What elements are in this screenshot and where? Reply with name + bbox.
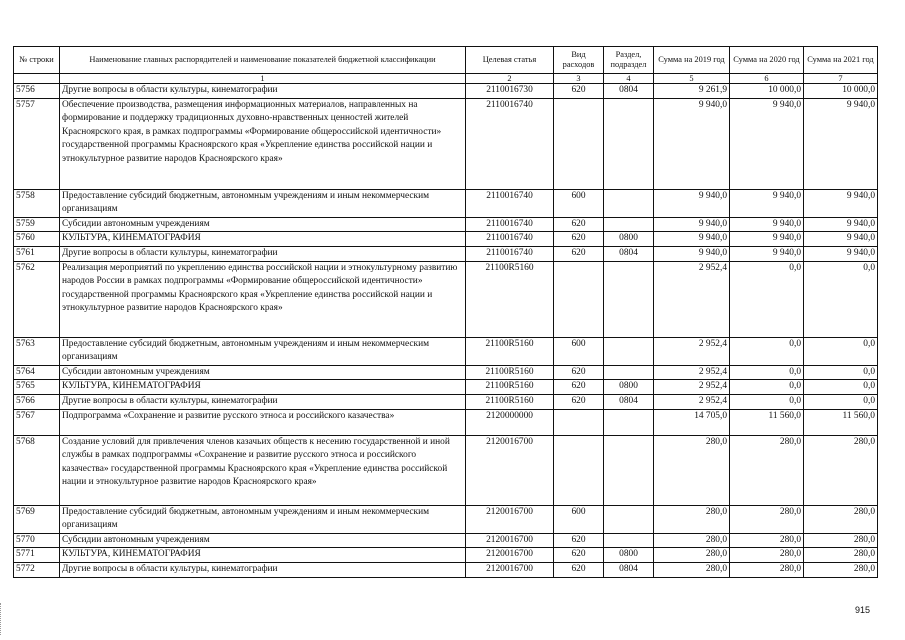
cell-sum-2021: 280,0 bbox=[804, 435, 878, 505]
cell-sum-2020: 9 940,0 bbox=[730, 98, 804, 189]
header-expense-type: Вид расходов bbox=[554, 47, 604, 74]
cell-name: Подпрограмма «Сохранение и развитие русского этноса и российского казачества» bbox=[60, 409, 466, 435]
cell-name: Другие вопросы в области культуры, кинематографии bbox=[60, 394, 466, 409]
cell-sum-2020: 0,0 bbox=[730, 380, 804, 395]
table-row bbox=[14, 337, 878, 365]
table-row bbox=[14, 246, 878, 261]
cell-sum-2021: 9 940,0 bbox=[804, 246, 878, 261]
cell-row-no: 5756 bbox=[14, 84, 60, 99]
column-number: 7 bbox=[804, 74, 878, 84]
cell-sum-2019: 9 261,9 bbox=[654, 84, 730, 99]
cell-expense-type: 600 bbox=[554, 337, 604, 365]
cell-name: Обеспечение производства, размещения информационных материалов, направленных на формирование и поддержку традиционных духовно-нравственных ценностей жителей Красноярского края, в рамках подпрограммы «Формирование общероссийской идентичности» государственной программы Красноярского края «Укрепление единства российской нации и этнокультурное развитие народов Красноярского края» bbox=[60, 98, 466, 189]
cell-name: Предоставление субсидий бюджетным, автономным учреждениям и иным некоммерческим организациям bbox=[60, 337, 466, 365]
cell-sum-2019: 2 952,4 bbox=[654, 365, 730, 380]
cell-sum-2020: 0,0 bbox=[730, 365, 804, 380]
cell-sum-2019: 280,0 bbox=[654, 548, 730, 563]
cell-section bbox=[604, 98, 654, 189]
column-number-row bbox=[14, 74, 878, 84]
cell-sum-2021: 0,0 bbox=[804, 380, 878, 395]
cell-row-no: 5762 bbox=[14, 261, 60, 337]
cell-sum-2020: 11 560,0 bbox=[730, 409, 804, 435]
header-sum-2021: Сумма на 2021 год bbox=[804, 47, 878, 74]
cell-section: 0804 bbox=[604, 562, 654, 577]
cell-section: 0800 bbox=[604, 548, 654, 563]
cell-name: Субсидии автономным учреждениям bbox=[60, 217, 466, 232]
cell-section bbox=[604, 365, 654, 380]
cell-row-no: 5764 bbox=[14, 365, 60, 380]
cell-sum-2021: 0,0 bbox=[804, 365, 878, 380]
cell-section bbox=[604, 435, 654, 505]
cell-section bbox=[604, 189, 654, 217]
cell-name: Другие вопросы в области культуры, кинематографии bbox=[60, 246, 466, 261]
header-name: Наименование главных распорядителей и наименование показателей бюджетной классификации bbox=[60, 47, 466, 74]
cell-sum-2021: 10 000,0 bbox=[804, 84, 878, 99]
cell-sum-2019: 2 952,4 bbox=[654, 337, 730, 365]
cell-sum-2020: 0,0 bbox=[730, 261, 804, 337]
cell-section bbox=[604, 217, 654, 232]
cell-sum-2019: 9 940,0 bbox=[654, 246, 730, 261]
cell-row-no: 5769 bbox=[14, 505, 60, 533]
cell-target-item: 2120016700 bbox=[466, 435, 554, 505]
table-row bbox=[14, 533, 878, 548]
cell-expense-type: 620 bbox=[554, 217, 604, 232]
cell-target-item: 2120016700 bbox=[466, 548, 554, 563]
column-number: 2 bbox=[466, 74, 554, 84]
cell-expense-type: 620 bbox=[554, 533, 604, 548]
cell-section bbox=[604, 533, 654, 548]
cell-section: 0800 bbox=[604, 380, 654, 395]
cell-sum-2020: 280,0 bbox=[730, 533, 804, 548]
cell-sum-2020: 9 940,0 bbox=[730, 232, 804, 247]
column-number bbox=[14, 74, 60, 84]
cell-sum-2020: 280,0 bbox=[730, 435, 804, 505]
cell-sum-2020: 10 000,0 bbox=[730, 84, 804, 99]
table-row bbox=[14, 84, 878, 99]
cell-expense-type: 620 bbox=[554, 232, 604, 247]
cell-sum-2020: 9 940,0 bbox=[730, 189, 804, 217]
cell-sum-2020: 0,0 bbox=[730, 394, 804, 409]
header-section: Раздел, подраздел bbox=[604, 47, 654, 74]
cell-sum-2021: 11 560,0 bbox=[804, 409, 878, 435]
cell-target-item: 2110016740 bbox=[466, 98, 554, 189]
table-row bbox=[14, 435, 878, 505]
table-row bbox=[14, 562, 878, 577]
page-number: 915 bbox=[854, 605, 870, 615]
cell-sum-2019: 280,0 bbox=[654, 533, 730, 548]
cell-sum-2020: 0,0 bbox=[730, 337, 804, 365]
column-number: 5 bbox=[654, 74, 730, 84]
cell-row-no: 5757 bbox=[14, 98, 60, 189]
table-row bbox=[14, 189, 878, 217]
cell-row-no: 5771 bbox=[14, 548, 60, 563]
cell-expense-type: 620 bbox=[554, 548, 604, 563]
cell-row-no: 5761 bbox=[14, 246, 60, 261]
table-row bbox=[14, 548, 878, 563]
cell-section bbox=[604, 337, 654, 365]
cell-expense-type: 620 bbox=[554, 394, 604, 409]
table-row bbox=[14, 505, 878, 533]
cell-target-item: 2120016700 bbox=[466, 505, 554, 533]
header-row bbox=[14, 47, 878, 74]
table-row bbox=[14, 261, 878, 337]
cell-sum-2021: 280,0 bbox=[804, 505, 878, 533]
cell-sum-2020: 9 940,0 bbox=[730, 217, 804, 232]
cell-name: КУЛЬТУРА, КИНЕМАТОГРАФИЯ bbox=[60, 380, 466, 395]
header-sum-2019: Сумма на 2019 год bbox=[654, 47, 730, 74]
cell-sum-2020: 9 940,0 bbox=[730, 246, 804, 261]
cell-target-item: 2110016740 bbox=[466, 232, 554, 247]
header-sum-2020: Сумма на 2020 год bbox=[730, 47, 804, 74]
table-row bbox=[14, 217, 878, 232]
cell-sum-2020: 280,0 bbox=[730, 505, 804, 533]
cell-sum-2019: 2 952,4 bbox=[654, 394, 730, 409]
budget-table bbox=[13, 46, 878, 578]
cell-section bbox=[604, 261, 654, 337]
cell-expense-type: 620 bbox=[554, 365, 604, 380]
cell-target-item: 2120016700 bbox=[466, 562, 554, 577]
column-number: 3 bbox=[554, 74, 604, 84]
cell-row-no: 5767 bbox=[14, 409, 60, 435]
cell-target-item: 21100R5160 bbox=[466, 394, 554, 409]
cell-section bbox=[604, 409, 654, 435]
cell-expense-type: 620 bbox=[554, 246, 604, 261]
cell-row-no: 5759 bbox=[14, 217, 60, 232]
cell-row-no: 5763 bbox=[14, 337, 60, 365]
cell-sum-2021: 9 940,0 bbox=[804, 189, 878, 217]
cell-section bbox=[604, 505, 654, 533]
cell-expense-type bbox=[554, 261, 604, 337]
cell-row-no: 5772 bbox=[14, 562, 60, 577]
cell-name: Субсидии автономным учреждениям bbox=[60, 365, 466, 380]
cell-row-no: 5765 bbox=[14, 380, 60, 395]
cell-name: Предоставление субсидий бюджетным, автономным учреждениям и иным некоммерческим организациям bbox=[60, 189, 466, 217]
cell-sum-2019: 9 940,0 bbox=[654, 189, 730, 217]
cell-sum-2020: 280,0 bbox=[730, 562, 804, 577]
cell-name: Другие вопросы в области культуры, кинематографии bbox=[60, 562, 466, 577]
cell-sum-2019: 280,0 bbox=[654, 505, 730, 533]
table-row bbox=[14, 98, 878, 189]
cell-sum-2021: 280,0 bbox=[804, 533, 878, 548]
cell-row-no: 5758 bbox=[14, 189, 60, 217]
cell-section: 0804 bbox=[604, 84, 654, 99]
cell-sum-2021: 280,0 bbox=[804, 548, 878, 563]
cell-sum-2021: 0,0 bbox=[804, 394, 878, 409]
cell-sum-2019: 9 940,0 bbox=[654, 98, 730, 189]
table-body bbox=[14, 84, 878, 578]
cell-sum-2021: 9 940,0 bbox=[804, 217, 878, 232]
cell-sum-2021: 280,0 bbox=[804, 562, 878, 577]
table-row bbox=[14, 232, 878, 247]
cell-row-no: 5766 bbox=[14, 394, 60, 409]
cell-target-item: 21100R5160 bbox=[466, 365, 554, 380]
cell-expense-type: 600 bbox=[554, 189, 604, 217]
cell-expense-type: 620 bbox=[554, 380, 604, 395]
column-number: 4 bbox=[604, 74, 654, 84]
cell-target-item: 21100R5160 bbox=[466, 380, 554, 395]
cell-target-item: 2110016730 bbox=[466, 84, 554, 99]
cell-target-item: 21100R5160 bbox=[466, 337, 554, 365]
cell-expense-type bbox=[554, 435, 604, 505]
cell-row-no: 5768 bbox=[14, 435, 60, 505]
cell-expense-type: 600 bbox=[554, 505, 604, 533]
table-row bbox=[14, 365, 878, 380]
table-row bbox=[14, 394, 878, 409]
cell-sum-2019: 2 952,4 bbox=[654, 261, 730, 337]
cell-name: Предоставление субсидий бюджетным, автономным учреждениям и иным некоммерческим организациям bbox=[60, 505, 466, 533]
cell-section: 0804 bbox=[604, 394, 654, 409]
cell-target-item: 2110016740 bbox=[466, 217, 554, 232]
cell-sum-2020: 280,0 bbox=[730, 548, 804, 563]
scan-edge-marks bbox=[0, 603, 3, 635]
cell-sum-2019: 280,0 bbox=[654, 562, 730, 577]
cell-expense-type bbox=[554, 409, 604, 435]
cell-sum-2021: 9 940,0 bbox=[804, 232, 878, 247]
cell-section: 0800 bbox=[604, 232, 654, 247]
column-number: 6 bbox=[730, 74, 804, 84]
cell-sum-2019: 280,0 bbox=[654, 435, 730, 505]
header-target-item: Целевая статья bbox=[466, 47, 554, 74]
cell-name: КУЛЬТУРА, КИНЕМАТОГРАФИЯ bbox=[60, 232, 466, 247]
column-number: 1 bbox=[60, 74, 466, 84]
cell-target-item: 2110016740 bbox=[466, 189, 554, 217]
cell-expense-type: 620 bbox=[554, 562, 604, 577]
cell-name: Реализация мероприятий по укреплению единства российской нации и этнокультурному развитию народов России в рамках подпрограммы «Формирование общероссийской идентичности» государственной программы Красноярского края «Укрепление единства российской нации и этнокультурное развитие народов Красноярского края» bbox=[60, 261, 466, 337]
cell-expense-type bbox=[554, 98, 604, 189]
cell-name: Субсидии автономным учреждениям bbox=[60, 533, 466, 548]
cell-section: 0804 bbox=[604, 246, 654, 261]
header-row-no: № строки bbox=[14, 47, 60, 74]
table-row bbox=[14, 380, 878, 395]
cell-sum-2019: 14 705,0 bbox=[654, 409, 730, 435]
cell-name: Другие вопросы в области культуры, кинематографии bbox=[60, 84, 466, 99]
cell-sum-2019: 9 940,0 bbox=[654, 217, 730, 232]
cell-name: Создание условий для привлечения членов казачьих обществ к несению государственной и иной службы в рамках подпрограммы «Сохранение и развитие русского этноса и российского казачества» государственной программы Красноярского края «Укрепление единства российской нации и этнокультурное развитие народов Красноярского края» bbox=[60, 435, 466, 505]
cell-sum-2019: 9 940,0 bbox=[654, 232, 730, 247]
cell-target-item: 21100R5160 bbox=[466, 261, 554, 337]
cell-sum-2021: 0,0 bbox=[804, 261, 878, 337]
cell-row-no: 5770 bbox=[14, 533, 60, 548]
cell-sum-2019: 2 952,4 bbox=[654, 380, 730, 395]
cell-target-item: 2120000000 bbox=[466, 409, 554, 435]
cell-expense-type: 620 bbox=[554, 84, 604, 99]
table-row bbox=[14, 409, 878, 435]
cell-name: КУЛЬТУРА, КИНЕМАТОГРАФИЯ bbox=[60, 548, 466, 563]
cell-sum-2021: 0,0 bbox=[804, 337, 878, 365]
cell-target-item: 2110016740 bbox=[466, 246, 554, 261]
cell-sum-2021: 9 940,0 bbox=[804, 98, 878, 189]
cell-row-no: 5760 bbox=[14, 232, 60, 247]
cell-target-item: 2120016700 bbox=[466, 533, 554, 548]
